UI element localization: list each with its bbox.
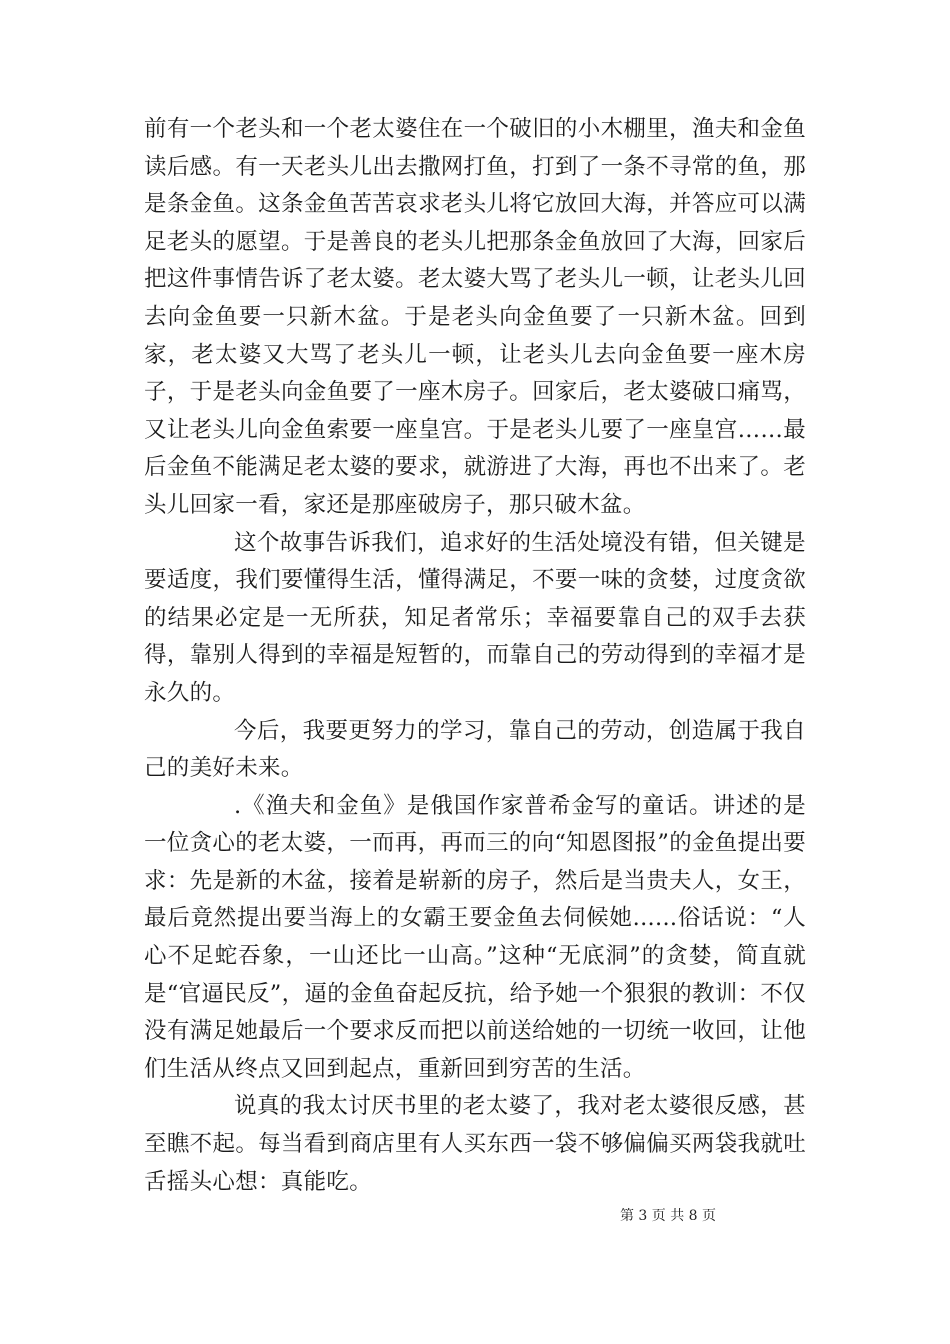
paragraph-future: 今后，我要更努力的学习，靠自己的劳动，创造属于我自己的美好未来。 <box>144 717 806 782</box>
page-footer <box>0 1205 950 1225</box>
paragraph-review: .《渔夫和金鱼》是俄国作家普希金写的童话。讲述的是一位贪心的老太婆，一而再，再而三的向“知恩图报”的金鱼提出要求：先是新的木盆，接着是崭新的房子，然后是当贵夫人，女王，最后竟然提出要当海上的女霸王要金鱼去伺候她......俗话说：“人心不足蛇吞象，一山还比一山高。”这种“无底洞”的贪婪，简直就是“官逼民反”，逼的金鱼奋起反抗，给予她一个狠狠的教训：不仅没有满足她最后一个要求反而把以前送给她的一切统一收回，让他们生活从终点又回到起点，重新回到穷苦的生活。 <box>144 792 807 1082</box>
page-number: 第 3 页 共 8 页 <box>619 1208 717 1224</box>
paragraph-story: 前有一个老头和一个老太婆住在一个破旧的小木棚里，渔夫和金鱼读后感。有一天老头儿出去撒网打鱼，打到了一条不寻常的鱼，那是条金鱼。这条金鱼苦苦哀求老头儿将它放回大海，并答应可以满足老头的愿望。于是善良的老头儿把那条金鱼放回了大海，回家后把这件事情告诉了老太婆。老太婆大骂了老头儿一顿，让老头儿回去向金鱼要一只新木盆。于是老头向金鱼要了一只新木盆。回到家，老太婆又大骂了老头儿一顿，让老头儿去向金鱼要一座木房子，于是老头向金鱼要了一座木房子。回家后，老太婆破口痛骂，又让老头儿向金鱼索要一座皇宫。于是老头儿要了一座皇宫……最后金鱼不能满足老太婆的要求，就游进了大海，再也不出来了。老头儿回家一看，家还是那座破房子，那只破木盆。 <box>144 116 806 518</box>
document-body <box>144 111 806 1201</box>
paragraph-lesson: 这个故事告诉我们，追求好的生活处境没有错，但关键是要适度，我们要懂得生活，懂得满足，不要一味的贪婪，过度贪欲的结果必定是一无所获，知足者常乐；幸福要靠自己的双手去获得，靠别人得到的幸福是短暂的，而靠自己的劳动得到的幸福才是永久的。 <box>144 529 806 706</box>
paragraph-opinion: 说真的我太讨厌书里的老太婆了，我对老太婆很反感，甚至瞧不起。每当看到商店里有人买东西一袋不够偏偏买两袋我就吐舌摇头心想：真能吃。 <box>144 1093 806 1195</box>
